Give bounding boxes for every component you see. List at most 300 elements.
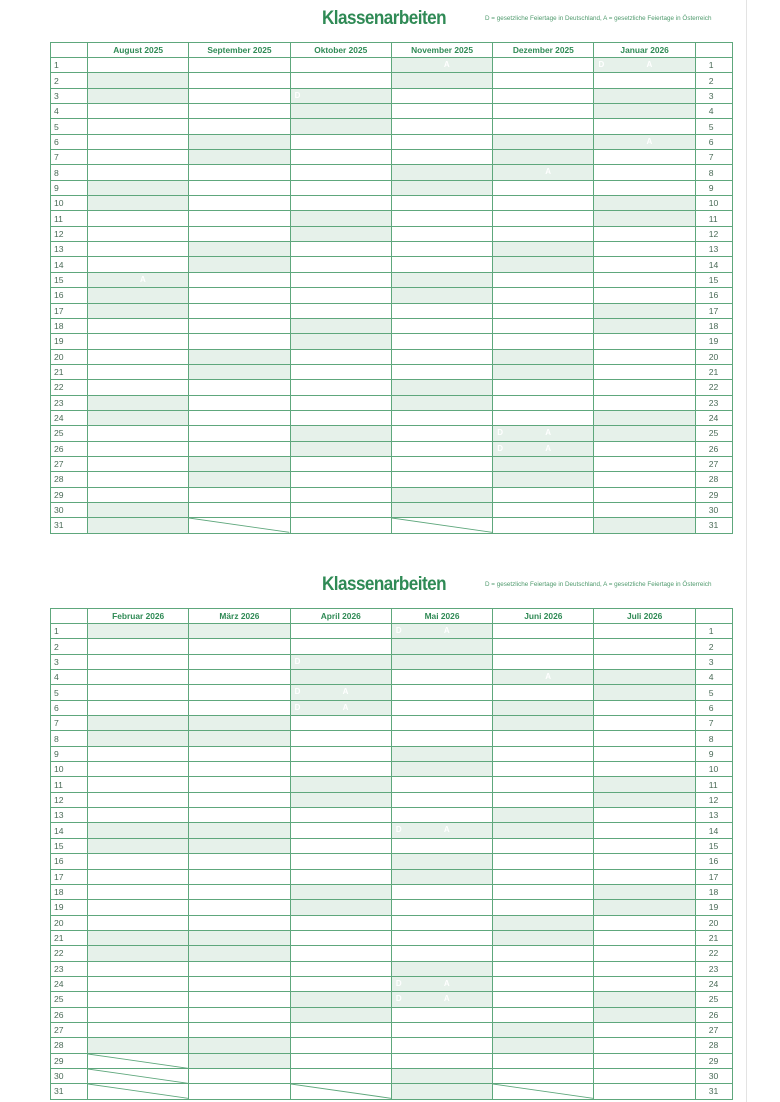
exam-entry-cell[interactable] <box>88 976 189 991</box>
exam-entry-cell[interactable] <box>189 487 290 502</box>
exam-entry-cell[interactable] <box>290 257 391 272</box>
exam-entry-cell[interactable] <box>290 395 391 410</box>
exam-entry-cell[interactable] <box>493 961 594 976</box>
exam-entry-cell[interactable] <box>594 226 695 241</box>
exam-entry-cell[interactable] <box>594 654 695 669</box>
exam-entry-cell[interactable] <box>88 946 189 961</box>
exam-entry-cell[interactable] <box>594 762 695 777</box>
exam-entry-cell[interactable] <box>88 777 189 792</box>
exam-entry-cell[interactable] <box>594 303 695 318</box>
exam-entry-cell[interactable] <box>391 624 492 639</box>
exam-entry-cell[interactable] <box>594 380 695 395</box>
exam-entry-cell[interactable] <box>391 441 492 456</box>
exam-entry-cell[interactable] <box>493 930 594 945</box>
exam-entry-cell[interactable] <box>391 410 492 425</box>
exam-entry-cell[interactable] <box>88 700 189 715</box>
exam-entry-cell[interactable] <box>88 456 189 471</box>
exam-entry-cell[interactable] <box>594 746 695 761</box>
exam-entry-cell[interactable] <box>493 272 594 287</box>
exam-entry-cell[interactable] <box>290 165 391 180</box>
exam-entry-cell[interactable] <box>290 226 391 241</box>
exam-entry-cell[interactable] <box>594 318 695 333</box>
exam-entry-cell[interactable] <box>594 884 695 899</box>
exam-entry-cell[interactable] <box>88 961 189 976</box>
exam-entry-cell[interactable] <box>189 272 290 287</box>
exam-entry-cell[interactable] <box>493 303 594 318</box>
exam-entry-cell[interactable] <box>189 639 290 654</box>
exam-entry-cell[interactable] <box>391 838 492 853</box>
exam-entry-cell[interactable] <box>290 58 391 73</box>
exam-entry-cell[interactable] <box>493 180 594 195</box>
exam-entry-cell[interactable] <box>290 242 391 257</box>
exam-entry-cell[interactable] <box>391 639 492 654</box>
exam-entry-cell[interactable] <box>391 1084 492 1099</box>
exam-entry-cell[interactable] <box>594 1068 695 1083</box>
exam-entry-cell[interactable] <box>391 930 492 945</box>
exam-entry-cell[interactable] <box>290 364 391 379</box>
exam-entry-cell[interactable] <box>594 700 695 715</box>
exam-entry-cell[interactable] <box>189 150 290 165</box>
exam-entry-cell[interactable] <box>290 685 391 700</box>
exam-entry-cell[interactable] <box>290 303 391 318</box>
exam-entry-cell[interactable] <box>391 961 492 976</box>
exam-entry-cell[interactable] <box>594 670 695 685</box>
exam-entry-cell[interactable] <box>391 119 492 134</box>
exam-entry-cell[interactable] <box>88 1038 189 1053</box>
exam-entry-cell[interactable] <box>391 992 492 1007</box>
exam-entry-cell[interactable] <box>493 624 594 639</box>
exam-entry-cell[interactable] <box>493 1038 594 1053</box>
exam-entry-cell[interactable] <box>290 946 391 961</box>
exam-entry-cell[interactable] <box>594 150 695 165</box>
exam-entry-cell[interactable] <box>391 58 492 73</box>
exam-entry-cell[interactable] <box>189 716 290 731</box>
exam-entry-cell[interactable] <box>391 257 492 272</box>
exam-entry-cell[interactable] <box>290 502 391 517</box>
exam-entry-cell[interactable] <box>391 165 492 180</box>
exam-entry-cell[interactable] <box>189 395 290 410</box>
exam-entry-cell[interactable] <box>290 808 391 823</box>
exam-entry-cell[interactable] <box>493 518 594 533</box>
exam-entry-cell[interactable] <box>594 472 695 487</box>
exam-entry-cell[interactable] <box>189 380 290 395</box>
exam-entry-cell[interactable] <box>391 334 492 349</box>
exam-entry-cell[interactable] <box>391 792 492 807</box>
exam-entry-cell[interactable] <box>493 746 594 761</box>
exam-entry-cell[interactable] <box>189 992 290 1007</box>
exam-entry-cell[interactable] <box>88 73 189 88</box>
exam-entry-cell[interactable] <box>493 211 594 226</box>
exam-entry-cell[interactable] <box>391 303 492 318</box>
exam-entry-cell[interactable] <box>493 410 594 425</box>
exam-entry-cell[interactable] <box>594 1007 695 1022</box>
exam-entry-cell[interactable] <box>88 731 189 746</box>
exam-entry-cell[interactable] <box>493 150 594 165</box>
exam-entry-cell[interactable] <box>493 134 594 149</box>
exam-entry-cell[interactable] <box>290 992 391 1007</box>
exam-entry-cell[interactable] <box>290 1007 391 1022</box>
exam-entry-cell[interactable] <box>493 334 594 349</box>
exam-entry-cell[interactable] <box>189 792 290 807</box>
exam-entry-cell[interactable] <box>493 838 594 853</box>
exam-entry-cell[interactable] <box>493 380 594 395</box>
exam-entry-cell[interactable] <box>594 426 695 441</box>
exam-entry-cell[interactable] <box>290 869 391 884</box>
exam-entry-cell[interactable] <box>493 654 594 669</box>
exam-entry-cell[interactable] <box>391 211 492 226</box>
exam-entry-cell[interactable] <box>493 1007 594 1022</box>
exam-entry-cell[interactable] <box>493 456 594 471</box>
exam-entry-cell[interactable] <box>189 762 290 777</box>
exam-entry-cell[interactable] <box>594 334 695 349</box>
exam-entry-cell[interactable] <box>88 134 189 149</box>
exam-entry-cell[interactable] <box>594 777 695 792</box>
exam-entry-cell[interactable] <box>88 119 189 134</box>
exam-entry-cell[interactable] <box>493 700 594 715</box>
exam-entry-cell[interactable] <box>493 854 594 869</box>
exam-entry-cell[interactable] <box>88 900 189 915</box>
exam-entry-cell[interactable] <box>290 119 391 134</box>
exam-entry-cell[interactable] <box>594 716 695 731</box>
exam-entry-cell[interactable] <box>290 472 391 487</box>
exam-entry-cell[interactable] <box>88 180 189 195</box>
exam-entry-cell[interactable] <box>594 257 695 272</box>
exam-entry-cell[interactable] <box>88 196 189 211</box>
exam-entry-cell[interactable] <box>290 746 391 761</box>
exam-entry-cell[interactable] <box>290 272 391 287</box>
exam-entry-cell[interactable] <box>189 426 290 441</box>
exam-entry-cell[interactable] <box>88 518 189 533</box>
exam-entry-cell[interactable] <box>493 58 594 73</box>
exam-entry-cell[interactable] <box>391 73 492 88</box>
exam-entry-cell[interactable] <box>391 777 492 792</box>
exam-entry-cell[interactable] <box>189 946 290 961</box>
exam-entry-cell[interactable] <box>88 670 189 685</box>
exam-entry-cell[interactable] <box>493 395 594 410</box>
exam-entry-cell[interactable] <box>391 762 492 777</box>
exam-entry-cell[interactable] <box>290 700 391 715</box>
exam-entry-cell[interactable] <box>88 1007 189 1022</box>
exam-entry-cell[interactable] <box>391 349 492 364</box>
exam-entry-cell[interactable] <box>88 257 189 272</box>
exam-entry-cell[interactable] <box>88 88 189 103</box>
exam-entry-cell[interactable] <box>391 272 492 287</box>
exam-entry-cell[interactable] <box>290 777 391 792</box>
exam-entry-cell[interactable] <box>290 961 391 976</box>
exam-entry-cell[interactable] <box>493 823 594 838</box>
exam-entry-cell[interactable] <box>391 884 492 899</box>
exam-entry-cell[interactable] <box>88 441 189 456</box>
exam-entry-cell[interactable] <box>594 930 695 945</box>
exam-entry-cell[interactable] <box>493 731 594 746</box>
exam-entry-cell[interactable] <box>594 88 695 103</box>
exam-entry-cell[interactable] <box>391 1053 492 1068</box>
exam-entry-cell[interactable] <box>594 104 695 119</box>
exam-entry-cell[interactable] <box>290 716 391 731</box>
exam-entry-cell[interactable] <box>290 441 391 456</box>
exam-entry-cell[interactable] <box>290 73 391 88</box>
exam-entry-cell[interactable] <box>493 900 594 915</box>
exam-entry-cell[interactable] <box>189 777 290 792</box>
exam-entry-cell[interactable] <box>189 119 290 134</box>
exam-entry-cell[interactable] <box>594 854 695 869</box>
exam-entry-cell[interactable] <box>88 395 189 410</box>
exam-entry-cell[interactable] <box>493 1022 594 1037</box>
exam-entry-cell[interactable] <box>189 349 290 364</box>
exam-entry-cell[interactable] <box>189 318 290 333</box>
exam-entry-cell[interactable] <box>594 211 695 226</box>
exam-entry-cell[interactable] <box>391 196 492 211</box>
exam-entry-cell[interactable] <box>88 685 189 700</box>
exam-entry-cell[interactable] <box>493 1053 594 1068</box>
exam-entry-cell[interactable] <box>493 716 594 731</box>
exam-entry-cell[interactable] <box>88 639 189 654</box>
exam-entry-cell[interactable] <box>391 854 492 869</box>
exam-entry-cell[interactable] <box>189 58 290 73</box>
exam-entry-cell[interactable] <box>594 518 695 533</box>
exam-entry-cell[interactable] <box>594 180 695 195</box>
exam-entry-cell[interactable] <box>88 624 189 639</box>
exam-entry-cell[interactable] <box>88 992 189 1007</box>
exam-entry-cell[interactable] <box>391 472 492 487</box>
exam-entry-cell[interactable] <box>290 196 391 211</box>
exam-entry-cell[interactable] <box>189 869 290 884</box>
exam-entry-cell[interactable] <box>493 226 594 241</box>
exam-entry-cell[interactable] <box>189 1084 290 1099</box>
exam-entry-cell[interactable] <box>290 1038 391 1053</box>
exam-entry-cell[interactable] <box>88 364 189 379</box>
exam-entry-cell[interactable] <box>88 915 189 930</box>
exam-entry-cell[interactable] <box>88 472 189 487</box>
exam-entry-cell[interactable] <box>189 854 290 869</box>
exam-entry-cell[interactable] <box>290 134 391 149</box>
exam-entry-cell[interactable] <box>88 165 189 180</box>
exam-entry-cell[interactable] <box>594 838 695 853</box>
exam-entry-cell[interactable] <box>493 792 594 807</box>
exam-entry-cell[interactable] <box>290 487 391 502</box>
exam-entry-cell[interactable] <box>493 165 594 180</box>
exam-entry-cell[interactable] <box>493 808 594 823</box>
exam-entry-cell[interactable] <box>88 762 189 777</box>
exam-entry-cell[interactable] <box>391 1068 492 1083</box>
exam-entry-cell[interactable] <box>391 502 492 517</box>
exam-entry-cell[interactable] <box>594 349 695 364</box>
exam-entry-cell[interactable] <box>290 762 391 777</box>
exam-entry-cell[interactable] <box>88 380 189 395</box>
exam-entry-cell[interactable] <box>594 624 695 639</box>
exam-entry-cell[interactable] <box>88 349 189 364</box>
exam-entry-cell[interactable] <box>189 456 290 471</box>
exam-entry-cell[interactable] <box>189 976 290 991</box>
exam-entry-cell[interactable] <box>493 762 594 777</box>
exam-entry-cell[interactable] <box>594 73 695 88</box>
exam-entry-cell[interactable] <box>493 639 594 654</box>
exam-entry-cell[interactable] <box>391 395 492 410</box>
exam-entry-cell[interactable] <box>290 426 391 441</box>
exam-entry-cell[interactable] <box>189 1007 290 1022</box>
exam-entry-cell[interactable] <box>290 518 391 533</box>
exam-entry-cell[interactable] <box>594 134 695 149</box>
exam-entry-cell[interactable] <box>493 257 594 272</box>
exam-entry-cell[interactable] <box>290 349 391 364</box>
exam-entry-cell[interactable] <box>290 1053 391 1068</box>
exam-entry-cell[interactable] <box>88 242 189 257</box>
exam-entry-cell[interactable] <box>88 930 189 945</box>
exam-entry-cell[interactable] <box>189 257 290 272</box>
exam-entry-cell[interactable] <box>391 976 492 991</box>
exam-entry-cell[interactable] <box>493 119 594 134</box>
exam-entry-cell[interactable] <box>290 915 391 930</box>
exam-entry-cell[interactable] <box>594 288 695 303</box>
exam-entry-cell[interactable] <box>391 685 492 700</box>
exam-entry-cell[interactable] <box>594 792 695 807</box>
exam-entry-cell[interactable] <box>189 746 290 761</box>
exam-entry-cell[interactable] <box>290 900 391 915</box>
exam-entry-cell[interactable] <box>290 930 391 945</box>
exam-entry-cell[interactable] <box>391 869 492 884</box>
exam-entry-cell[interactable] <box>88 226 189 241</box>
exam-entry-cell[interactable] <box>594 58 695 73</box>
exam-entry-cell[interactable] <box>493 364 594 379</box>
exam-entry-cell[interactable] <box>290 456 391 471</box>
exam-entry-cell[interactable] <box>594 900 695 915</box>
exam-entry-cell[interactable] <box>290 639 391 654</box>
exam-entry-cell[interactable] <box>493 318 594 333</box>
exam-entry-cell[interactable] <box>88 272 189 287</box>
exam-entry-cell[interactable] <box>189 961 290 976</box>
exam-entry-cell[interactable] <box>189 502 290 517</box>
exam-entry-cell[interactable] <box>189 624 290 639</box>
exam-entry-cell[interactable] <box>391 134 492 149</box>
exam-entry-cell[interactable] <box>391 318 492 333</box>
exam-entry-cell[interactable] <box>189 165 290 180</box>
exam-entry-cell[interactable] <box>290 410 391 425</box>
exam-entry-cell[interactable] <box>391 823 492 838</box>
exam-entry-cell[interactable] <box>594 946 695 961</box>
exam-entry-cell[interactable] <box>88 150 189 165</box>
exam-entry-cell[interactable] <box>594 639 695 654</box>
exam-entry-cell[interactable] <box>88 869 189 884</box>
exam-entry-cell[interactable] <box>88 410 189 425</box>
exam-entry-cell[interactable] <box>493 670 594 685</box>
exam-entry-cell[interactable] <box>594 1022 695 1037</box>
exam-entry-cell[interactable] <box>391 88 492 103</box>
exam-entry-cell[interactable] <box>189 196 290 211</box>
exam-entry-cell[interactable] <box>189 900 290 915</box>
exam-entry-cell[interactable] <box>594 685 695 700</box>
exam-entry-cell[interactable] <box>493 487 594 502</box>
exam-entry-cell[interactable] <box>493 349 594 364</box>
exam-entry-cell[interactable] <box>391 1038 492 1053</box>
exam-entry-cell[interactable] <box>88 211 189 226</box>
exam-entry-cell[interactable] <box>391 946 492 961</box>
exam-entry-cell[interactable] <box>189 700 290 715</box>
exam-entry-cell[interactable] <box>493 426 594 441</box>
exam-entry-cell[interactable] <box>189 915 290 930</box>
exam-entry-cell[interactable] <box>493 884 594 899</box>
exam-entry-cell[interactable] <box>189 364 290 379</box>
exam-entry-cell[interactable] <box>391 915 492 930</box>
exam-entry-cell[interactable] <box>189 1038 290 1053</box>
exam-entry-cell[interactable] <box>493 472 594 487</box>
exam-entry-cell[interactable] <box>290 654 391 669</box>
exam-entry-cell[interactable] <box>594 410 695 425</box>
exam-entry-cell[interactable] <box>189 685 290 700</box>
exam-entry-cell[interactable] <box>290 88 391 103</box>
exam-entry-cell[interactable] <box>189 441 290 456</box>
exam-entry-cell[interactable] <box>594 961 695 976</box>
exam-entry-cell[interactable] <box>88 838 189 853</box>
exam-entry-cell[interactable] <box>493 685 594 700</box>
exam-entry-cell[interactable] <box>88 823 189 838</box>
exam-entry-cell[interactable] <box>189 670 290 685</box>
exam-entry-cell[interactable] <box>594 915 695 930</box>
exam-entry-cell[interactable] <box>594 487 695 502</box>
exam-entry-cell[interactable] <box>594 1038 695 1053</box>
exam-entry-cell[interactable] <box>594 992 695 1007</box>
exam-entry-cell[interactable] <box>493 777 594 792</box>
exam-entry-cell[interactable] <box>88 487 189 502</box>
exam-entry-cell[interactable] <box>290 838 391 853</box>
exam-entry-cell[interactable] <box>391 150 492 165</box>
exam-entry-cell[interactable] <box>594 272 695 287</box>
exam-entry-cell[interactable] <box>391 746 492 761</box>
exam-entry-cell[interactable] <box>189 1068 290 1083</box>
exam-entry-cell[interactable] <box>88 654 189 669</box>
exam-entry-cell[interactable] <box>290 211 391 226</box>
exam-entry-cell[interactable] <box>391 242 492 257</box>
exam-entry-cell[interactable] <box>189 731 290 746</box>
exam-entry-cell[interactable] <box>189 654 290 669</box>
exam-entry-cell[interactable] <box>189 884 290 899</box>
exam-entry-cell[interactable] <box>189 242 290 257</box>
exam-entry-cell[interactable] <box>189 930 290 945</box>
exam-entry-cell[interactable] <box>189 1022 290 1037</box>
exam-entry-cell[interactable] <box>594 456 695 471</box>
exam-entry-cell[interactable] <box>290 288 391 303</box>
exam-entry-cell[interactable] <box>189 226 290 241</box>
exam-entry-cell[interactable] <box>290 624 391 639</box>
exam-entry-cell[interactable] <box>189 410 290 425</box>
exam-entry-cell[interactable] <box>88 1022 189 1037</box>
exam-entry-cell[interactable] <box>189 823 290 838</box>
exam-entry-cell[interactable] <box>594 1084 695 1099</box>
exam-entry-cell[interactable] <box>189 1053 290 1068</box>
exam-entry-cell[interactable] <box>290 334 391 349</box>
exam-entry-cell[interactable] <box>88 746 189 761</box>
exam-entry-cell[interactable] <box>88 716 189 731</box>
exam-entry-cell[interactable] <box>391 808 492 823</box>
exam-entry-cell[interactable] <box>594 823 695 838</box>
exam-entry-cell[interactable] <box>189 134 290 149</box>
exam-entry-cell[interactable] <box>290 731 391 746</box>
exam-entry-cell[interactable] <box>493 502 594 517</box>
exam-entry-cell[interactable] <box>594 808 695 823</box>
exam-entry-cell[interactable] <box>391 654 492 669</box>
exam-entry-cell[interactable] <box>594 976 695 991</box>
exam-entry-cell[interactable] <box>391 900 492 915</box>
exam-entry-cell[interactable] <box>189 104 290 119</box>
exam-entry-cell[interactable] <box>189 211 290 226</box>
exam-entry-cell[interactable] <box>391 716 492 731</box>
exam-entry-cell[interactable] <box>594 119 695 134</box>
exam-entry-cell[interactable] <box>391 226 492 241</box>
exam-entry-cell[interactable] <box>493 196 594 211</box>
exam-entry-cell[interactable] <box>391 670 492 685</box>
exam-entry-cell[interactable] <box>88 288 189 303</box>
exam-entry-cell[interactable] <box>189 472 290 487</box>
exam-entry-cell[interactable] <box>391 487 492 502</box>
